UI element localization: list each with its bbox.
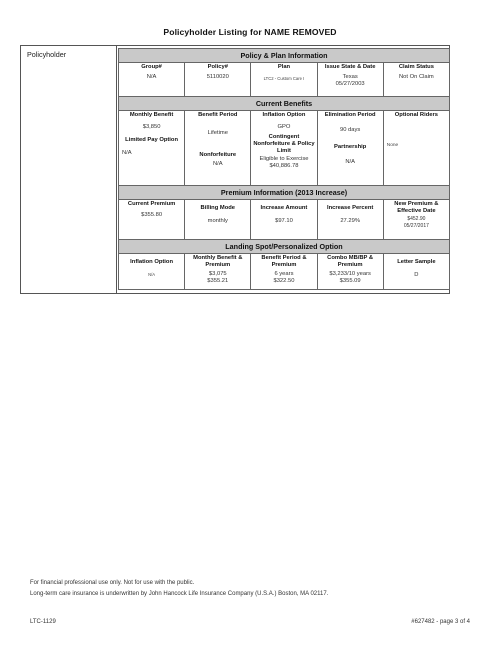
plan-value: LTC2 - Custom Care I (263, 76, 305, 81)
monthly-benefit-value: $3,850 (142, 124, 161, 130)
increase-percent-header: Increase Percent (326, 205, 374, 211)
policyholder-label: Policyholder (27, 50, 67, 59)
issue-date-value: 05/27/2003 (335, 81, 365, 87)
landing-monthly-benefit: $3,075 (208, 271, 227, 277)
contingent-value-1: Eligible to Exercise (259, 156, 309, 162)
issue-state-value: Texas (342, 74, 358, 80)
letter-sample-cell (383, 254, 449, 290)
landing-inflation-header: Inflation Option (130, 259, 173, 265)
inflation-value: GPO (277, 124, 291, 130)
landing-monthly-cell (185, 254, 251, 290)
benefit-period-header: Benefit Period (198, 112, 238, 118)
partnership-header: Partnership (334, 144, 367, 150)
landing-monthly-header: Monthly Benefit & Premium (193, 255, 243, 268)
footer-underwriter: Long-term care insurance is underwritten by John Hancock Life Insurance Company (U.S.A.) Boston, MA 02117. (30, 591, 329, 597)
new-premium-cell (383, 200, 449, 240)
policy-details (118, 48, 450, 290)
policyholder-column (21, 46, 117, 293)
benefit-period-value: Lifetime (207, 130, 228, 136)
monthly-benefit-cell (119, 111, 185, 186)
page-title: Policyholder Listing for NAME REMOVED (163, 27, 337, 37)
limited-pay-value: N/A (122, 150, 132, 156)
landing-inflation-cell (119, 254, 185, 290)
nonforfeiture-value: N/A (212, 161, 223, 167)
increase-amount-value: $97.10 (275, 218, 293, 224)
policy-header: Policy# (207, 64, 228, 70)
billing-mode-cell (185, 200, 251, 240)
inflation-cell (251, 111, 317, 186)
current-premium-cell (119, 200, 185, 240)
nonforfeiture-header: Nonforfeiture (199, 152, 237, 158)
increase-percent-cell (317, 200, 383, 240)
issue-cell (317, 63, 383, 97)
new-premium-header: New Premium & Effective Date (394, 201, 439, 214)
claim-cell (383, 63, 449, 97)
landing-monthly-premium: $355.21 (207, 278, 229, 284)
section-premium-info: Premium Information (2013 Increase) (119, 186, 450, 200)
increase-percent-value: 27.29% (340, 218, 360, 224)
increase-amount-header: Increase Amount (260, 205, 308, 211)
current-premium-header: Current Premium (127, 201, 176, 207)
billing-mode-header: Billing Mode (200, 205, 236, 211)
policy-cell (185, 63, 251, 97)
inflation-header: Inflation Option (262, 112, 306, 118)
landing-combo-cell (317, 254, 383, 290)
landing-combo-value: $3,233/10 years (329, 271, 371, 277)
increase-amount-cell (251, 200, 317, 240)
riders-header: Optional Riders (394, 112, 438, 118)
group-header: Group# (141, 64, 162, 70)
claim-header: Claim Status (398, 64, 434, 70)
landing-period-header: Benefit Period & Premium (261, 255, 307, 268)
claim-value: Not On Claim (398, 74, 434, 80)
page-info: #627482 - page 3 of 4 (411, 619, 470, 625)
limited-pay-header: Limited Pay Option (125, 137, 178, 143)
group-value: N/A (146, 74, 157, 80)
effective-date-value: 05/27/2017 (403, 223, 429, 229)
letter-sample-value: D (414, 272, 419, 278)
contingent-header: Contingent Nonforfeiture & Policy Limit (253, 134, 315, 154)
form-number: LTC-1129 (30, 619, 56, 625)
benefit-period-cell (185, 111, 251, 186)
current-premium-value: $355.80 (141, 212, 163, 218)
plan-header: Plan (277, 64, 291, 70)
partnership-value: N/A (345, 159, 355, 165)
policyholder-listing-table (20, 45, 450, 294)
elimination-cell (317, 111, 383, 186)
landing-combo-header: Combo MB/BP & Premium (327, 255, 374, 268)
footer-disclaimer: For financial professional use only. Not for use with the public. (30, 580, 195, 586)
section-landing-spot: Landing Spot/Personalized Option (119, 240, 450, 254)
policy-value: 5110020 (206, 74, 229, 80)
letter-sample-header: Letter Sample (397, 259, 436, 265)
riders-cell (383, 111, 449, 186)
elimination-value: 90 days (340, 127, 361, 133)
landing-inflation-value: N/A (148, 272, 156, 277)
section-current-benefits: Current Benefits (119, 97, 450, 111)
new-premium-value: $452.90 (407, 216, 426, 222)
section-policy-plan: Policy & Plan Information (119, 49, 450, 63)
issue-header: Issue State & Date (324, 64, 376, 70)
group-cell (119, 63, 185, 97)
landing-period-value: 6 years (274, 271, 294, 277)
plan-cell (251, 63, 317, 97)
landing-combo-premium: $355.09 (339, 278, 361, 284)
contingent-value-2: $40,886.78 (269, 163, 299, 169)
billing-mode-value: monthly (207, 218, 228, 224)
elimination-header: Elimination Period (324, 112, 376, 118)
riders-value: None (386, 143, 399, 148)
details-grid (118, 48, 450, 290)
landing-period-premium: $322.50 (273, 278, 295, 284)
landing-period-cell (251, 254, 317, 290)
monthly-benefit-header: Monthly Benefit (129, 112, 174, 118)
